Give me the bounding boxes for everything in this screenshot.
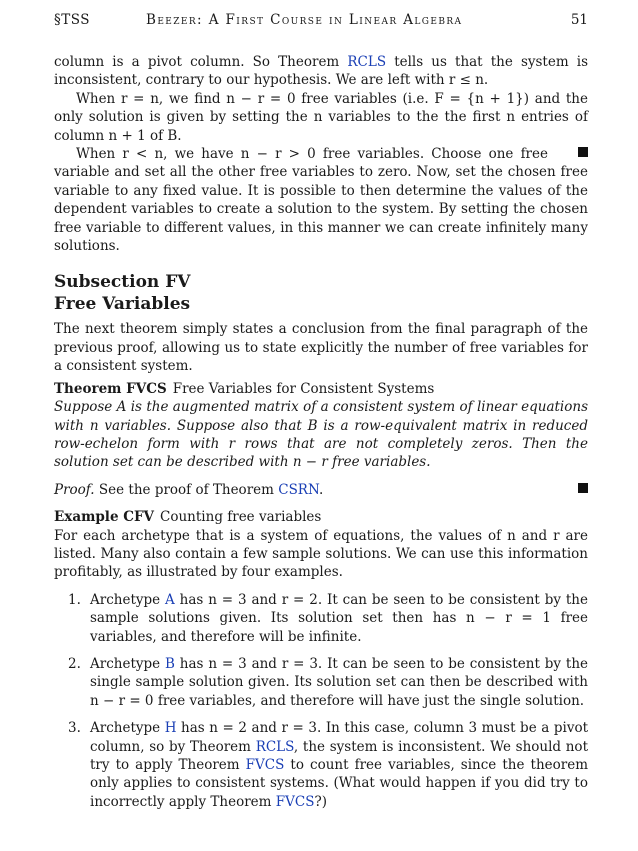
qed-icon (556, 145, 588, 163)
header-title: Beezer: A First Course in Linear Algebra (146, 12, 463, 28)
example-label: Example CFV (54, 509, 155, 526)
link-rcls[interactable]: RCLS (255, 738, 294, 755)
subsection-label: Subsection FV (54, 272, 191, 293)
proof-paragraph: Proof. See the proof of Theorem CSRN. (54, 481, 588, 499)
paragraph-r-less-than-n: When r < n, we have n − r > 0 free variables. Choose one free variable and set all the other free variables to zero. Now, set the chosen free variable to any fixed value. It is possible to then determine the values of the dependent variables to create a solution to the system. By setting the chosen free variable to different values, in this manner we can create infinitely many solutions. (54, 146, 588, 255)
theorem-statement: Suppose A is the augmented matrix of a consistent system of linear equations with n variables. Suppose also that B is a row-equivalent matrix in reduced row-echelon form with r rows that are not completely zeros. Then the solution set can be described with n − r free variables. (54, 399, 588, 471)
subsection-heading (54, 271, 588, 315)
link-archetype-b[interactable]: B (165, 655, 175, 672)
link-rcls[interactable]: RCLS (347, 54, 387, 70)
link-fvcs[interactable]: FVCS (275, 793, 315, 810)
example-name: Counting free variables (160, 509, 322, 526)
example-intro: For each archetype that is a system of equations, the values of n and r are listed. Many also contain a few sample solutions. We can use this information profitably, as illustrated by four examples. (54, 527, 588, 581)
example-heading (54, 508, 588, 526)
running-header (54, 12, 588, 34)
page-number: 51 (570, 12, 588, 28)
list-item: 1. Archetype A has n = 3 and r = 2. It can be seen to be consistent by the sample solutions given. Its solution set then has n − r = 1 free variables, and therefore will be infinite. (68, 591, 588, 645)
theorem-heading (54, 380, 588, 398)
subsection-title: Free Variables (54, 294, 191, 315)
qed-icon (578, 481, 588, 499)
link-fvcs[interactable]: FVCS (245, 757, 285, 773)
theorem-name: Free Variables for Consistent Systems (172, 380, 435, 397)
page-body (54, 53, 588, 820)
list-item: 2. Archetype B has n = 3 and r = 3. It can be seen to be consistent by the single sample solution given. Its solution set can then be described with n − r = 0 free variables, and therefore will have just the single solution. (68, 655, 589, 709)
link-archetype-h[interactable]: H (164, 720, 177, 737)
proof-label: Proof. (54, 481, 95, 498)
header-section: §TSS (54, 12, 91, 28)
intro-paragraph: The next theorem simply states a conclusion from the final paragraph of the previous proof, allowing us to state explicitly the number of free variables for a consistent system. (54, 321, 588, 375)
link-archetype-a[interactable]: A (165, 591, 175, 608)
list-item: 3. Archetype H has n = 2 and r = 3. In this case, column 3 must be a pivot column, so by Theorem RCLS, the system is inconsistent. We should not try to apply Theorem FVCS to count free variables, since the theorem only applies to consistent systems. (What would happen if you did try to incorrectly apply Theorem FVCS?) (68, 720, 589, 810)
example-list (54, 591, 588, 811)
paragraph-continuation: column is a pivot column. So Theorem RCLS tells us that the system is inconsistent, contrary to our hypothesis. We are left with r ≤ n. (54, 54, 589, 89)
link-csrn[interactable]: CSRN (278, 481, 319, 498)
textbook-page (54, 0, 588, 851)
theorem-label: Theorem FVCS (54, 380, 167, 397)
paragraph-r-equals-n: When r = n, we find n − r = 0 free variables (i.e. F = {n + 1}) and the only solution is given by setting the n variables to the the first n entries of column n + 1 of B. (54, 90, 588, 144)
